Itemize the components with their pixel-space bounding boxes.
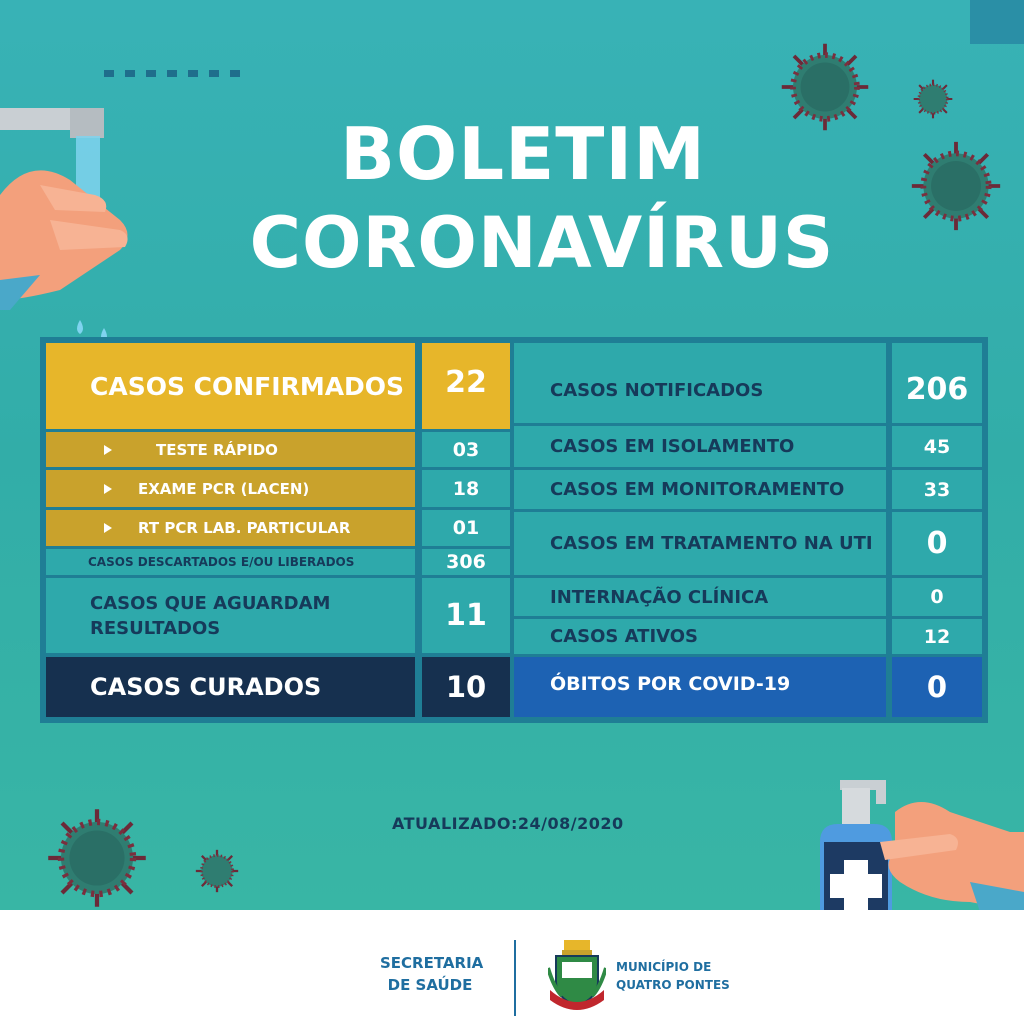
active-label: CASOS ATIVOS: [514, 619, 886, 654]
sub-row-rapid-test: [46, 432, 415, 467]
municipal-crest-icon: [548, 938, 606, 1014]
discarded-value: 306: [422, 549, 510, 575]
footer: [0, 910, 1024, 1024]
confirmed-value: 22: [422, 343, 510, 429]
title-line-2: CORONAVÍRUS: [249, 202, 835, 284]
active-value: 12: [892, 619, 982, 654]
sub-row-value: 01: [422, 510, 510, 546]
discarded-label: CASOS DESCARTADOS E/OU LIBERADOS: [46, 549, 415, 575]
virus-icon: [194, 848, 240, 894]
footer-divider: [514, 940, 516, 1016]
isolation-label: CASOS EM ISOLAMENTO: [514, 426, 886, 467]
icu-value: 0: [892, 512, 982, 575]
triangle-bullet-icon: [104, 484, 112, 494]
icu-label: CASOS EM TRATAMENTO NA UTI: [514, 512, 886, 575]
secretaria-line-1: SECRETARIA: [380, 954, 484, 972]
sub-row-label: EXAME PCR (LACEN): [138, 479, 310, 498]
virus-icon: [44, 805, 150, 911]
triangle-bullet-icon: [104, 523, 112, 533]
dotted-decoration: [104, 70, 240, 77]
secretaria-label: [380, 952, 484, 996]
monitoring-value: 33: [892, 470, 982, 509]
municipio-line-1: MUNICÍPIO DE: [616, 960, 712, 974]
municipio-line-2: QUATRO PONTES: [616, 978, 730, 992]
awaiting-label-line-2: RESULTADOS: [90, 618, 221, 639]
awaiting-label-line-1: CASOS QUE AGUARDAM: [90, 593, 331, 614]
confirmed-label: CASOS CONFIRMADOS: [46, 343, 415, 429]
title-line-1: BOLETIM: [340, 112, 706, 196]
deaths-label: ÓBITOS POR COVID-19: [514, 657, 886, 717]
notified-value: 206: [892, 343, 982, 423]
sub-row-value: 03: [422, 432, 510, 467]
corner-decoration: [970, 0, 1024, 44]
notified-label: CASOS NOTIFICADOS: [514, 343, 886, 423]
cured-value: 10: [422, 657, 510, 717]
sub-row-value: 18: [422, 470, 510, 507]
clinical-label: INTERNAÇÃO CLÍNICA: [514, 578, 886, 616]
isolation-value: 45: [892, 426, 982, 467]
municipio-label: [616, 958, 730, 994]
updated-date: ATUALIZADO:24/08/2020: [392, 814, 624, 833]
cured-label: CASOS CURADOS: [46, 657, 415, 717]
deaths-value: 0: [892, 657, 982, 717]
awaiting-value: 11: [422, 578, 510, 653]
secretaria-line-2: DE SAÚDE: [387, 976, 473, 994]
clinical-value: 0: [892, 578, 982, 616]
data-table: [40, 337, 988, 723]
sub-row-label: RT PCR LAB. PARTICULAR: [138, 519, 351, 537]
sub-row-rt-pcr: [46, 510, 415, 546]
monitoring-label: CASOS EM MONITORAMENTO: [514, 470, 886, 509]
sub-row-label: TESTE RÁPIDO: [156, 440, 278, 459]
sub-row-pcr-lacen: [46, 470, 415, 507]
awaiting-label: [46, 578, 415, 653]
triangle-bullet-icon: [104, 445, 112, 455]
